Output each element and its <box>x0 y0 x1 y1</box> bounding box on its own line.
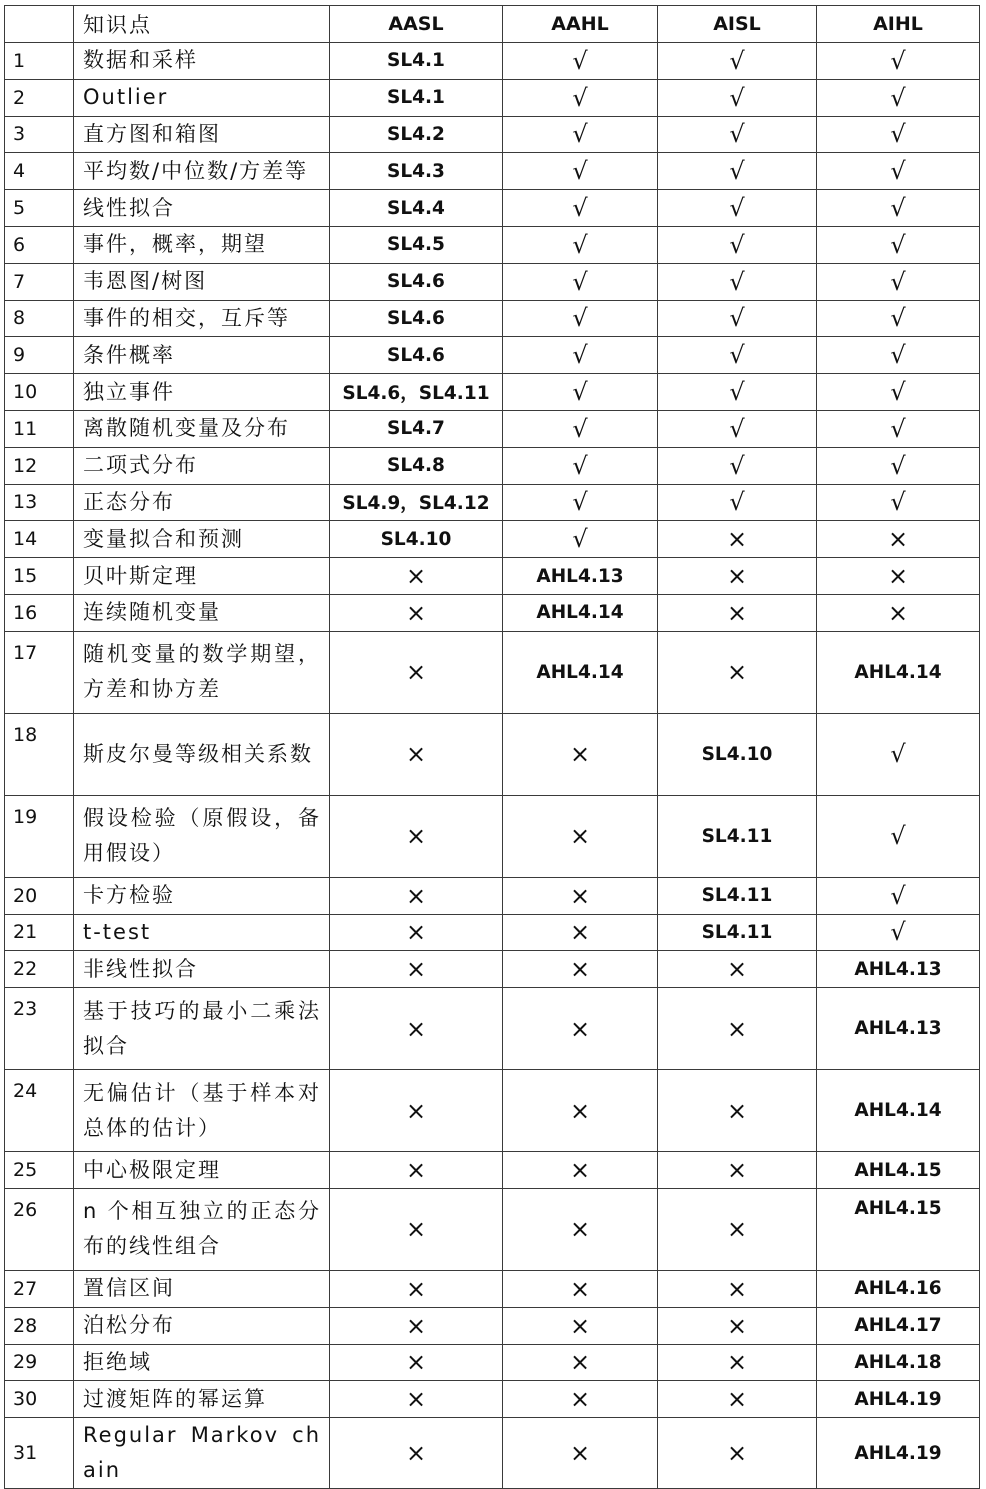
row-number: 13 <box>5 484 74 521</box>
row-number: 7 <box>5 263 74 300</box>
aahl-cell-check-icon: √ <box>503 300 658 337</box>
aahl-cell-check-icon: √ <box>503 153 658 190</box>
aisl-cell-check-icon: √ <box>658 116 817 153</box>
row-number: 24 <box>5 1070 74 1152</box>
table-row <box>5 447 980 484</box>
table-row <box>5 631 980 713</box>
topic-cell: 置信区间 <box>74 1270 330 1307</box>
aisl-cell: SL4.11 <box>658 914 817 951</box>
aasl-cell-cross-icon: × <box>330 1418 503 1489</box>
aasl-cell: SL4.1 <box>330 43 503 80</box>
table-header-row <box>5 6 980 43</box>
row-number: 17 <box>5 631 74 713</box>
table-row <box>5 1152 980 1189</box>
topic-cell: 离散随机变量及分布 <box>74 410 330 447</box>
topic-cell: 泊松分布 <box>74 1307 330 1344</box>
topic-cell: 卡方检验 <box>74 877 330 914</box>
aihl-cell: AHL4.18 <box>817 1344 980 1381</box>
table-row <box>5 594 980 631</box>
table-row <box>5 337 980 374</box>
aihl-cell: AHL4.15 <box>817 1188 980 1270</box>
row-number: 5 <box>5 190 74 227</box>
aasl-cell: SL4.1 <box>330 79 503 116</box>
aahl-cell-check-icon: √ <box>503 263 658 300</box>
topic-cell: 事件，概率，期望 <box>74 226 330 263</box>
aahl-cell-check-icon: √ <box>503 116 658 153</box>
topic-cell: 斯皮尔曼等级相关系数 <box>74 713 330 795</box>
aihl-cell-cross-icon: × <box>817 521 980 558</box>
table-row <box>5 988 980 1070</box>
row-number: 29 <box>5 1344 74 1381</box>
aihl-cell-check-icon: √ <box>817 374 980 411</box>
row-number: 30 <box>5 1381 74 1418</box>
table-row <box>5 79 980 116</box>
aahl-cell-cross-icon: × <box>503 877 658 914</box>
row-number: 25 <box>5 1152 74 1189</box>
aisl-cell-check-icon: √ <box>658 374 817 411</box>
aahl-cell-cross-icon: × <box>503 1188 658 1270</box>
topic-cell: n 个相互独立的正态分布的线性组合 <box>74 1188 330 1270</box>
aasl-cell: SL4.10 <box>330 521 503 558</box>
aisl-cell-cross-icon: × <box>658 951 817 988</box>
aisl-cell: SL4.10 <box>658 713 817 795</box>
aihl-cell-check-icon: √ <box>817 447 980 484</box>
aisl-cell-cross-icon: × <box>658 594 817 631</box>
aahl-cell-check-icon: √ <box>503 521 658 558</box>
aihl-cell-check-icon: √ <box>817 337 980 374</box>
topic-cell: 平均数/中位数/方差等 <box>74 153 330 190</box>
aasl-cell: SL4.6 <box>330 300 503 337</box>
topic-cell: 假设检验（原假设，备用假设） <box>74 795 330 877</box>
header-aahl: AAHL <box>503 6 658 43</box>
aisl-cell-check-icon: √ <box>658 79 817 116</box>
aasl-cell: SL4.8 <box>330 447 503 484</box>
aasl-cell: SL4.3 <box>330 153 503 190</box>
aahl-cell-check-icon: √ <box>503 226 658 263</box>
row-number: 23 <box>5 988 74 1070</box>
table-row <box>5 153 980 190</box>
aahl-cell-cross-icon: × <box>503 1381 658 1418</box>
table-row <box>5 914 980 951</box>
aisl-cell-cross-icon: × <box>658 1381 817 1418</box>
aasl-cell-cross-icon: × <box>330 713 503 795</box>
aihl-cell: AHL4.13 <box>817 988 980 1070</box>
row-number: 18 <box>5 713 74 795</box>
aasl-cell-cross-icon: × <box>330 1344 503 1381</box>
table-row <box>5 1344 980 1381</box>
aahl-cell-cross-icon: × <box>503 713 658 795</box>
aasl-cell: SL4.5 <box>330 226 503 263</box>
aahl-cell-cross-icon: × <box>503 1344 658 1381</box>
aihl-cell-check-icon: √ <box>817 263 980 300</box>
topic-cell: Regular Markov chain <box>74 1418 330 1489</box>
aihl-cell: AHL4.15 <box>817 1152 980 1189</box>
row-number: 16 <box>5 594 74 631</box>
aisl-cell-check-icon: √ <box>658 300 817 337</box>
table-row <box>5 795 980 877</box>
aihl-cell: AHL4.19 <box>817 1418 980 1489</box>
topic-cell: 变量拟合和预测 <box>74 521 330 558</box>
aasl-cell: SL4.6 <box>330 337 503 374</box>
aihl-cell-check-icon: √ <box>817 116 980 153</box>
aihl-cell-check-icon: √ <box>817 43 980 80</box>
header-aisl: AISL <box>658 6 817 43</box>
aisl-cell-check-icon: √ <box>658 153 817 190</box>
aahl-cell: AHL4.14 <box>503 594 658 631</box>
row-number: 2 <box>5 79 74 116</box>
table-row <box>5 1307 980 1344</box>
aasl-cell: SL4.6 <box>330 263 503 300</box>
aahl-cell-check-icon: √ <box>503 190 658 227</box>
aisl-cell-cross-icon: × <box>658 1344 817 1381</box>
aihl-cell: AHL4.17 <box>817 1307 980 1344</box>
aisl-cell-check-icon: √ <box>658 190 817 227</box>
aasl-cell-cross-icon: × <box>330 1381 503 1418</box>
table-row <box>5 1070 980 1152</box>
table-row <box>5 951 980 988</box>
topic-cell: 非线性拟合 <box>74 951 330 988</box>
aihl-cell-check-icon: √ <box>817 877 980 914</box>
topic-cell: 拒绝域 <box>74 1344 330 1381</box>
aihl-cell: AHL4.13 <box>817 951 980 988</box>
aihl-cell: AHL4.16 <box>817 1270 980 1307</box>
topic-cell: 连续随机变量 <box>74 594 330 631</box>
aahl-cell-check-icon: √ <box>503 337 658 374</box>
row-number: 28 <box>5 1307 74 1344</box>
header-topic: 知识点 <box>74 6 330 43</box>
row-number: 4 <box>5 153 74 190</box>
aasl-cell: SL4.6，SL4.11 <box>330 374 503 411</box>
table-row <box>5 521 980 558</box>
aisl-cell-cross-icon: × <box>658 988 817 1070</box>
aihl-cell-check-icon: √ <box>817 795 980 877</box>
header-aasl: AASL <box>330 6 503 43</box>
aahl-cell-check-icon: √ <box>503 374 658 411</box>
aisl-cell-cross-icon: × <box>658 1270 817 1307</box>
aisl-cell-check-icon: √ <box>658 337 817 374</box>
aahl-cell-cross-icon: × <box>503 795 658 877</box>
aisl-cell-cross-icon: × <box>658 558 817 595</box>
aahl-cell-cross-icon: × <box>503 988 658 1070</box>
topic-cell: 线性拟合 <box>74 190 330 227</box>
aihl-cell: AHL4.14 <box>817 1070 980 1152</box>
topic-cell: 贝叶斯定理 <box>74 558 330 595</box>
row-number: 26 <box>5 1188 74 1270</box>
aisl-cell: SL4.11 <box>658 877 817 914</box>
aisl-cell-check-icon: √ <box>658 447 817 484</box>
row-number: 20 <box>5 877 74 914</box>
aasl-cell-cross-icon: × <box>330 1307 503 1344</box>
aasl-cell-cross-icon: × <box>330 558 503 595</box>
aahl-cell-check-icon: √ <box>503 43 658 80</box>
table-row <box>5 410 980 447</box>
aisl-cell-cross-icon: × <box>658 1307 817 1344</box>
table-row <box>5 484 980 521</box>
aihl-cell-check-icon: √ <box>817 300 980 337</box>
topic-cell: 条件概率 <box>74 337 330 374</box>
aisl-cell-cross-icon: × <box>658 1070 817 1152</box>
row-number: 8 <box>5 300 74 337</box>
aasl-cell-cross-icon: × <box>330 1188 503 1270</box>
row-number: 19 <box>5 795 74 877</box>
topic-cell: 中心极限定理 <box>74 1152 330 1189</box>
aisl-cell-check-icon: √ <box>658 226 817 263</box>
row-number: 31 <box>5 1418 74 1489</box>
aisl-cell-check-icon: √ <box>658 484 817 521</box>
aasl-cell-cross-icon: × <box>330 877 503 914</box>
aasl-cell-cross-icon: × <box>330 795 503 877</box>
aisl-cell-cross-icon: × <box>658 1152 817 1189</box>
table-row <box>5 1188 980 1270</box>
topic-cell: Outlier <box>74 79 330 116</box>
table-row <box>5 1418 980 1489</box>
table-row <box>5 1270 980 1307</box>
row-number: 14 <box>5 521 74 558</box>
header-aihl: AIHL <box>817 6 980 43</box>
aahl-cell-check-icon: √ <box>503 447 658 484</box>
table-row <box>5 116 980 153</box>
table-body <box>5 43 980 1489</box>
aasl-cell-cross-icon: × <box>330 951 503 988</box>
row-number: 21 <box>5 914 74 951</box>
aahl-cell-cross-icon: × <box>503 951 658 988</box>
aahl-cell-cross-icon: × <box>503 914 658 951</box>
aasl-cell-cross-icon: × <box>330 988 503 1070</box>
aihl-cell-check-icon: √ <box>817 153 980 190</box>
table-row <box>5 374 980 411</box>
aisl-cell-cross-icon: × <box>658 631 817 713</box>
aisl-cell-cross-icon: × <box>658 1418 817 1489</box>
row-number: 15 <box>5 558 74 595</box>
table-row <box>5 877 980 914</box>
aahl-cell-cross-icon: × <box>503 1270 658 1307</box>
aahl-cell-cross-icon: × <box>503 1152 658 1189</box>
row-number: 22 <box>5 951 74 988</box>
aihl-cell-check-icon: √ <box>817 226 980 263</box>
topic-cell: 基于技巧的最小二乘法拟合 <box>74 988 330 1070</box>
table-row <box>5 226 980 263</box>
aihl-cell-check-icon: √ <box>817 190 980 227</box>
row-number: 1 <box>5 43 74 80</box>
aasl-cell-cross-icon: × <box>330 1152 503 1189</box>
aahl-cell-cross-icon: × <box>503 1418 658 1489</box>
aahl-cell-check-icon: √ <box>503 484 658 521</box>
aihl-cell-check-icon: √ <box>817 484 980 521</box>
topic-cell: 无偏估计（基于样本对总体的估计） <box>74 1070 330 1152</box>
row-number: 9 <box>5 337 74 374</box>
aisl-cell-cross-icon: × <box>658 1188 817 1270</box>
aisl-cell-check-icon: √ <box>658 263 817 300</box>
row-number: 12 <box>5 447 74 484</box>
aasl-cell-cross-icon: × <box>330 914 503 951</box>
aihl-cell-check-icon: √ <box>817 79 980 116</box>
aihl-cell-cross-icon: × <box>817 594 980 631</box>
aihl-cell: AHL4.14 <box>817 631 980 713</box>
aasl-cell-cross-icon: × <box>330 1070 503 1152</box>
aahl-cell-check-icon: √ <box>503 410 658 447</box>
aasl-cell-cross-icon: × <box>330 594 503 631</box>
aasl-cell-cross-icon: × <box>330 631 503 713</box>
aisl-cell-check-icon: √ <box>658 43 817 80</box>
header-number <box>5 6 74 43</box>
table-row <box>5 263 980 300</box>
topic-cell: 事件的相交，互斥等 <box>74 300 330 337</box>
topic-cell: t-test <box>74 914 330 951</box>
aahl-cell: AHL4.13 <box>503 558 658 595</box>
row-number: 27 <box>5 1270 74 1307</box>
topic-cell: 过渡矩阵的幂运算 <box>74 1381 330 1418</box>
topic-cell: 独立事件 <box>74 374 330 411</box>
aisl-cell-check-icon: √ <box>658 410 817 447</box>
aihl-cell-check-icon: √ <box>817 713 980 795</box>
aasl-cell-cross-icon: × <box>330 1270 503 1307</box>
topic-cell: 直方图和箱图 <box>74 116 330 153</box>
topic-cell: 数据和采样 <box>74 43 330 80</box>
table-row <box>5 1381 980 1418</box>
aahl-cell-cross-icon: × <box>503 1307 658 1344</box>
aahl-cell-cross-icon: × <box>503 1070 658 1152</box>
row-number: 6 <box>5 226 74 263</box>
table-row <box>5 300 980 337</box>
aihl-cell-cross-icon: × <box>817 558 980 595</box>
aasl-cell: SL4.7 <box>330 410 503 447</box>
topic-cell: 随机变量的数学期望，方差和协方差 <box>74 631 330 713</box>
row-number: 3 <box>5 116 74 153</box>
table-row <box>5 43 980 80</box>
table-row <box>5 558 980 595</box>
table-row <box>5 190 980 227</box>
row-number: 11 <box>5 410 74 447</box>
aahl-cell-check-icon: √ <box>503 79 658 116</box>
aasl-cell: SL4.4 <box>330 190 503 227</box>
knowledge-point-table <box>4 5 980 1489</box>
topic-cell: 二项式分布 <box>74 447 330 484</box>
aasl-cell: SL4.2 <box>330 116 503 153</box>
aihl-cell-check-icon: √ <box>817 410 980 447</box>
row-number: 10 <box>5 374 74 411</box>
table-row <box>5 713 980 795</box>
aasl-cell: SL4.9，SL4.12 <box>330 484 503 521</box>
aisl-cell-cross-icon: × <box>658 521 817 558</box>
topic-cell: 正态分布 <box>74 484 330 521</box>
aihl-cell: AHL4.19 <box>817 1381 980 1418</box>
topic-cell: 韦恩图/树图 <box>74 263 330 300</box>
aihl-cell-check-icon: √ <box>817 914 980 951</box>
aahl-cell: AHL4.14 <box>503 631 658 713</box>
aisl-cell: SL4.11 <box>658 795 817 877</box>
